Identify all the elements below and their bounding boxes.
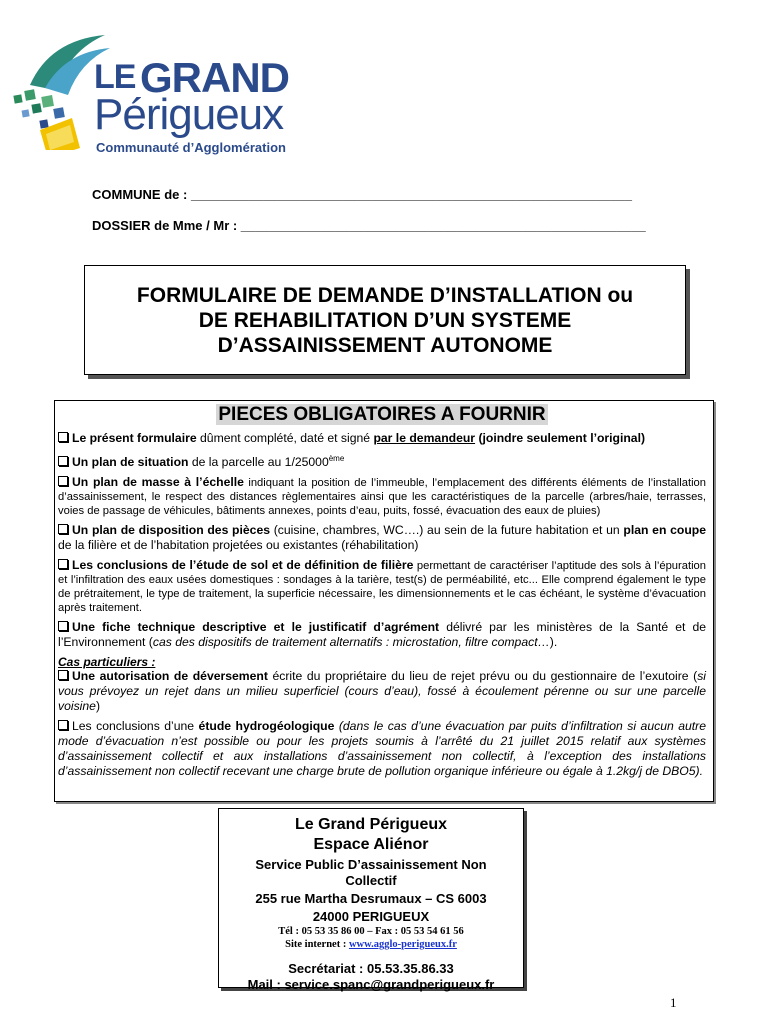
checkbox-icon[interactable] [58,720,68,730]
required-documents-box [54,400,714,802]
list-item: Un plan de disposition des pièces (cuisine, chambres, WC….) au sein de la future habitation et un plan en coupe de la filière et de l’habitation projetées ou existantes (réhabilitation) [58,523,706,553]
list-item: Les conclusions de l’étude de sol et de définition de filière permettant de caractériser l’aptitude des sols à l’épuration et l’infiltration des eaux usées domestiques : sondages à la tarière, test(s) de perméabilité, etc... Elle comprend également le type de prétraitement, le type de traitement, la superficie nécessaire, les dimensionnements et le cas échéant, le système d’évacuation après traitement. [58,558,706,615]
website-link[interactable]: www.agglo-perigueux.fr [348,939,457,950]
contact-website: Site internet : www.agglo-perigueux.fr [285,939,457,950]
checkbox-icon[interactable] [58,456,68,466]
logo-subtitle: Communauté d’Agglomération [96,140,286,155]
list-item: Une autorisation de déversement écrite du propriétaire du lieu de rejet prévu ou du gestionnaire de l’exutoire (si vous prévoyez un rejet dans un milieu superficiel (cours d’eau), fossé à écoulement pérenne ou sur une parcelle voisine) [58,669,706,714]
checkbox-icon[interactable] [58,559,68,569]
logo [10,30,300,160]
list-item: Un plan de masse à l’échelle indiquant la position de l’immeuble, l’emplacement des différents éléments de l’installation d’assainissement, le respect des distances règlementaires ainsi que les caractéristiques de la parcelle (arbres/haie, terrasses, voies de passage de véhicules, bâtiments annexes, points d’eau, puits, fossé, évacuation des eaux de pluies) [58,475,707,518]
dossier-field[interactable]: DOSSIER de Mme / Mr : ________________________________________________________ [92,218,646,233]
contact-address: 255 rue Martha Desrumaux – CS 6003 [255,891,487,906]
contact-phone: Tél : 05 53 35 86 00 – Fax : 05 53 54 61 56 [278,926,464,937]
checkbox-icon[interactable] [58,670,68,680]
title-line-1: FORMULAIRE DE DEMANDE D’INSTALLATION ou [136,283,634,307]
logo-le-text: LE [94,58,136,96]
title-line-2: DE REHABILITATION D’UN SYSTEME [198,308,572,332]
list-item: Le présent formulaire dûment complété, daté et signé par le demandeur (joindre seulement l’original) [58,431,706,446]
list-item: Un plan de situation de la parcelle au 1/25000ème [58,451,706,470]
form-title-box [84,265,686,375]
checkbox-icon[interactable] [58,524,68,534]
logo-grand-text: GRAND [140,54,289,101]
form-title [137,283,633,358]
logo-perigueux-text: Périgueux [94,90,284,139]
contact-org-name: Le Grand Périgueux [294,816,448,833]
contact-secretariat: Secrétariat : 05.53.35.86.33 [288,961,454,976]
list-item: Une fiche technique descriptive et le justificatif d’agrément délivré par les ministères de la Santé et de l’Environnement (cas des dispositifs de traitement alternatifs : microstation, filtre compact…). [58,620,706,650]
contact-mail[interactable]: Mail : service.spanc@grandperigueux.fr [247,977,495,992]
checkbox-icon[interactable] [58,621,68,631]
required-documents-heading: PIECES OBLIGATOIRES A FOURNIR [218,404,546,425]
contact-service: Service Public D’assainissement Non Collectif [255,857,487,888]
list-item: Les conclusions d’une étude hydrogéologique (dans le cas d’une évacuation par puits d’infiltration si aucun autre mode d’évacuation n’est possible ou pour les projets soumis à l’arrêté du 21 juillet 2015 relatif aux systèmes d’assainissement collectif et aux installations d’assainissement non collectif, à l’exception des installations d’assainissement non collectif recevant une charge brute de pollution organique inférieure ou égale à 1.2kg/j de DBO5). [58,719,706,779]
checkbox-icon[interactable] [58,432,68,442]
commune-field[interactable]: COMMUNE de : _____________________________________________________________ [92,187,632,202]
title-line-3: D’ASSAINISSEMENT AUTONOME [217,333,553,357]
contact-box [218,808,524,992]
contact-building-name: Espace Aliénor [313,836,429,853]
page-number: 1 [670,995,677,1010]
contact-city: 24000 PERIGUEUX [312,909,430,924]
special-cases-heading: Cas particuliers : [58,655,156,670]
checkbox-icon[interactable] [58,476,68,486]
